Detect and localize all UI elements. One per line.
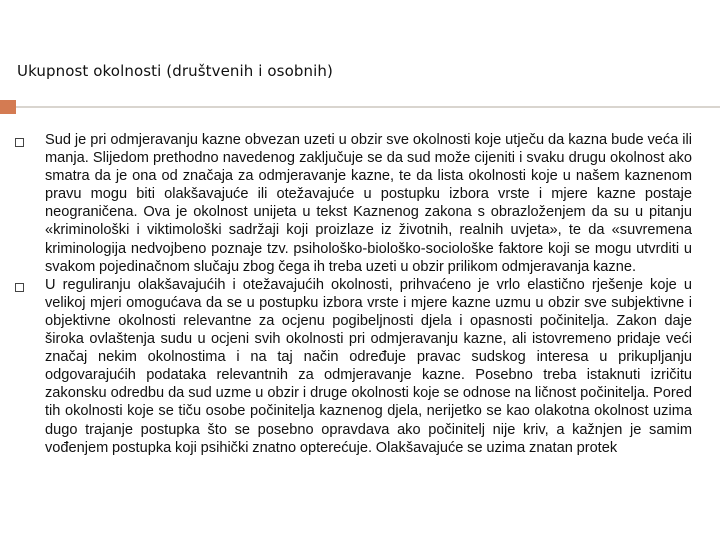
bullet-item-2	[15, 276, 692, 457]
slide-title: Ukupnost okolnosti (društvenih i osobnih)	[17, 62, 333, 80]
bullet-text-2: U reguliranju olakšavajućih i otežavajućih okolnosti, prihvaćeno je vrlo elastično rješenje koje u velikoj mjeri omogućava da se u postupku izbora vrste i mjere kazne uzmu u obzir sve subjektivne i objektivne okolnosti relevantne za ocjenu pogibeljnosti djela i opasnosti počinitelja. Zakon daje široka ovlaštenja sudu u ocjeni svih okolnosti pri odmjeravanju kazne, ali istovremeno pridaje veći značaj nekim okolnostima i na taj način određuje pravac sudskog interesa u prikupljanju odgovarajućih podataka relevantnih za odmjeravanje kazne. Posebno treba istaknuti izričitu zakonsku odredbu da sud uzme u obzir i druge okolnosti koje se odnose na ličnost počinitelja. Pored tih okolnosti koje se tiču osobe počinitelja kaznenog djela, nerijetko se kao olakotna okolnost uzima dugo trajanje postupka što se posebno opravdava ako počinitelj nije kriv, a kažnjen je samim vođenjem postupka koji psihički znatno opterećuje. Olakšavajuće se uzima znatan protek	[45, 276, 692, 456]
bullet-list	[15, 131, 692, 457]
divider-line	[16, 106, 720, 108]
bullet-item-1	[15, 131, 692, 276]
bullet-text-1: Sud je pri odmjeravanju kazne obvezan uzeti u obzir sve okolnosti koje utječu da kazna bude veća ili manja. Slijedom prethodno navedenog zaključuje se da sud može cijeniti i svaku drugu okolnost ako smatra da je ona od značaja za odmjeravanje kazne, te da lista okolnosti koje u našem kaznenom pravu mogu biti olakšavajuće ili otežavajuće u postupku izbora vrste i mjere kazne postaje neograničena. Ova je okolnost unijeta u tekst Kaznenog zakona s obrazloženjem da su u pitanju «kriminološki i viktimološki sadržaji koji proizlaze iz životnih, realnih uvjeta», te da «suvremena kriminologija nedvojbeno poznaje tzv. psihološko-biološko-sociološke faktore koji se mogu utvrditi u svakom pojedinačnom slučaju zbog čega ih treba uzeti u obzir prilikom odmjeravanja kazne.	[45, 132, 692, 275]
hollow-square-bullet-icon	[15, 283, 24, 292]
title-divider	[0, 100, 720, 114]
divider-accent-block	[0, 100, 16, 114]
hollow-square-bullet-icon	[15, 138, 24, 147]
